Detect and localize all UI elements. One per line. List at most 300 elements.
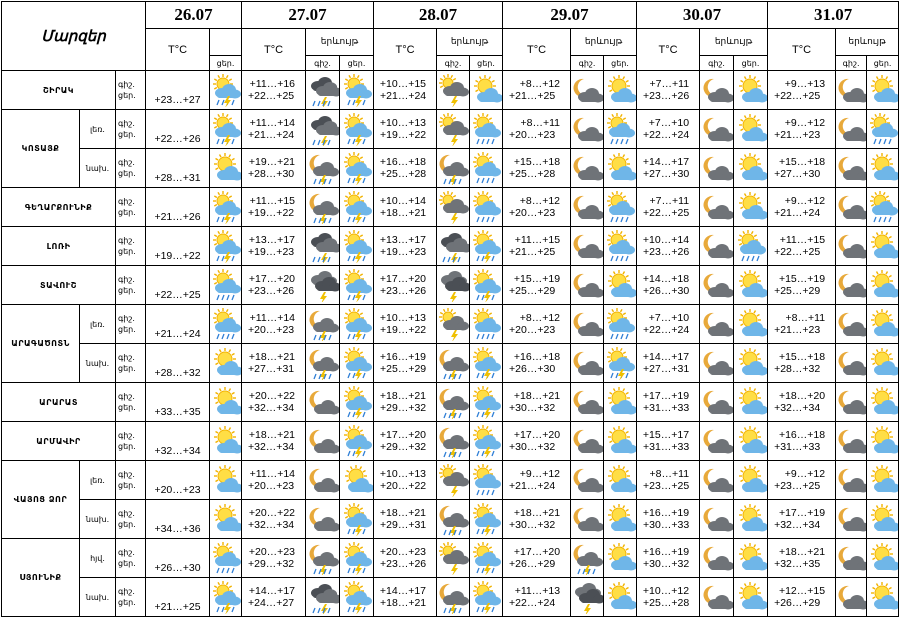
day-temperature: +31…+33 [643,441,690,453]
storm-cloud-icon [306,266,340,305]
temperature-cell [637,383,700,422]
table-row [2,344,899,383]
night-temperature: +18…+21 [379,390,427,402]
temp-header: T°C [374,29,437,71]
table-row [2,266,899,305]
sun-cloud-icon [867,305,899,344]
moon-cloud-icon [836,227,867,266]
day-label: ցեր. [118,442,136,451]
sun-storm-rain-icon [340,344,374,383]
day-temperature: +23…+25 [643,480,690,492]
subregion-label: հյվ. [80,539,116,578]
moon-cloud-icon [836,461,867,500]
moon-cloud-icon [700,149,734,188]
sun-cloud-icon [734,266,768,305]
day-temperature: +19…+22 [248,207,295,219]
rain-storm-cloud-icon [437,227,470,266]
moon-cloud-icon [700,71,734,110]
forecast-table [1,1,899,617]
temp-header: T°C [503,29,571,71]
region-name: ՏԱՎՈՒՇ [2,266,116,305]
temperature-cell [768,461,836,500]
temperature-cell [503,110,571,149]
sun-cloud-icon [867,266,899,305]
temperature-cell [374,305,437,344]
date-header: 27.07 [242,2,374,29]
moon-storm-cloud-icon [571,539,604,578]
sun-cloud-icon [867,344,899,383]
day-temperature: +30…+32 [509,441,556,453]
temperature-cell: +22…+26 [146,110,210,149]
temperature-cell: +19…+22 [146,227,210,266]
sun-storm-rain-icon [340,227,374,266]
day-temperature: +32…+34 [774,519,821,531]
date-header: 26.07 [146,2,242,29]
sun-rain-icon [470,149,503,188]
temperature-cell [503,71,571,110]
moon-cloud-icon [306,500,340,539]
night-label: գիշ. [118,587,135,596]
date-header: 30.07 [637,2,768,29]
night-temperature: +19…+21 [248,156,295,168]
subregion-label: նախ. [80,578,116,617]
night-temperature: +8…+11 [520,117,561,129]
regions-header: Մարզեր [2,2,146,71]
night-temperature: +18…+21 [778,546,826,558]
temperature-cell [503,461,571,500]
sun-storm-rain-icon [340,422,374,461]
temperature-cell [503,383,571,422]
moon-cloud-icon [700,578,734,617]
sun-cloud-icon [604,578,637,617]
moon-cloud-icon [571,227,604,266]
night-temperature: +18…+21 [248,429,295,441]
sun-cloud-icon [604,266,637,305]
night-temperature: +11…+16 [249,78,295,90]
rain-storm-cloud-icon [306,71,340,110]
day-temperature: +31…+33 [643,402,690,414]
moon-cloud-icon [700,188,734,227]
night-temperature: +16…+19 [642,507,690,519]
sun-cloud-icon [210,461,242,500]
night-label: գիշ. [118,548,135,557]
temp-header: T°C [637,29,700,71]
region-name: ՇԻՐԱԿ [2,71,116,110]
night-temperature: +13…+17 [379,234,427,246]
sun-cloud-icon [734,422,768,461]
sun-cloud-icon [734,305,768,344]
temperature-cell [768,110,836,149]
night-temperature: +9…+12 [519,468,561,480]
sun-cloud-icon [867,422,899,461]
night-temperature: +9…+12 [784,468,826,480]
night-label: գիշ. [118,197,135,206]
moon-cloud-icon [836,539,867,578]
empty-header-cell [210,29,242,56]
sun-storm-rain-icon [210,110,242,149]
subregion-label: նախ. [80,500,116,539]
night-temperature: +17…+20 [379,429,427,441]
sun-cloud-icon [604,149,637,188]
temperature-cell [374,500,437,539]
region-name: ՍՅՈՒՆԻՔ [2,539,80,617]
night-temperature: +9…+12 [784,117,826,129]
sun-storm-rain-icon [340,188,374,227]
sun-cloud-icon [604,500,637,539]
moon-cloud-icon [836,149,867,188]
temperature-cell [374,71,437,110]
night-temperature: +18…+20 [778,390,826,402]
day-temperature: +28…+30 [248,168,295,180]
sun-rain-icon [734,227,768,266]
day-label: ցեր. [118,91,136,100]
sun-cloud-icon [734,578,768,617]
day-temperature: +26…+29 [509,558,556,570]
moon-storm-cloud-icon [306,305,340,344]
temperature-cell [768,227,836,266]
rain-storm-cloud-icon [306,578,340,617]
night-temperature: +15…+18 [513,156,561,168]
sun-cloud-icon [867,500,899,539]
temperature-cell [768,344,836,383]
date-header: 31.07 [768,2,899,29]
sun-rain-icon [470,305,503,344]
sun-storm-rain-icon [470,539,503,578]
night-temperature: +15…+19 [513,273,561,285]
night-temperature: +16…+19 [642,546,690,558]
temperature-cell: +34…+36 [146,500,210,539]
sun-storm-rain-icon [470,500,503,539]
moon-cloud-icon [700,227,734,266]
night-temperature: +15…+18 [778,156,826,168]
sun-rain-icon [210,266,242,305]
temperature-cell: +28…+31 [146,149,210,188]
temperature-cell [503,539,571,578]
temperature-cell [503,188,571,227]
sun-storm-cloud-icon [437,71,470,110]
day-temperature: +32…+34 [248,519,295,531]
night-temperature: +18…+21 [379,507,427,519]
temperature-cell [637,71,700,110]
night-temperature: +16…+18 [778,429,826,441]
sun-storm-rain-icon [210,578,242,617]
night-temperature: +7…+11 [649,195,690,207]
temperature-cell [374,266,437,305]
night-label: գիշ. [118,236,135,245]
day-temperature: +22…+24 [643,324,690,336]
moon-storm-cloud-icon [437,578,470,617]
moon-cloud-icon [306,461,340,500]
table-row [2,539,899,578]
day-label: ցեր. [118,169,136,178]
rain-storm-cloud-icon [306,110,340,149]
day-temperature: +22…+25 [774,90,821,102]
sun-storm-rain-icon [340,149,374,188]
day-temperature: +21…+23 [774,324,821,336]
night-temperature: +20…+22 [248,507,295,519]
temperature-cell: +32…+34 [146,422,210,461]
moon-cloud-icon [306,383,340,422]
sun-cloud-icon [210,422,242,461]
day-temperature: +25…+28 [509,168,556,180]
table-row [2,149,899,188]
temperature-cell [637,461,700,500]
day-temperature: +25…+29 [509,285,556,297]
sun-cloud-icon [867,227,899,266]
day-temperature: +31…+33 [774,441,821,453]
region-name: ԿՈՏԱՅՔ [2,110,80,188]
day-temperature: +29…+31 [380,519,427,531]
day-temperature: +32…+34 [248,441,295,453]
temperature-cell: +21…+25 [146,578,210,617]
night-temperature: +18…+21 [513,507,561,519]
night-label: գիշ. [700,56,734,71]
moon-storm-cloud-icon [306,188,340,227]
moon-cloud-icon [836,305,867,344]
day-label: ցեր. [118,130,136,139]
day-temperature: +21…+24 [248,129,295,141]
moon-cloud-icon [700,539,734,578]
weather-header: երևույթ [571,29,637,56]
night-temperature: +17…+20 [379,273,427,285]
temperature-cell [242,71,306,110]
moon-cloud-icon [700,422,734,461]
temperature-cell [242,266,306,305]
sun-cloud-icon [604,461,637,500]
temperature-cell [374,578,437,617]
region-name: ՎԱՅՈՑ ՁՈՐ [2,461,80,539]
day-night-labels [116,461,146,500]
moon-cloud-icon [700,461,734,500]
night-temperature: +7…+11 [649,78,690,90]
temperature-cell [242,305,306,344]
weather-header: երևույթ [700,29,768,56]
moon-storm-cloud-icon [437,383,470,422]
night-temperature: +16…+18 [513,351,561,363]
night-temperature: +16…+19 [379,351,427,363]
night-temperature: +14…+17 [642,156,690,168]
night-temperature: +14…+17 [379,585,427,597]
day-temperature: +30…+33 [643,519,690,531]
day-temperature: +27…+31 [248,363,295,375]
moon-cloud-icon [836,71,867,110]
sun-storm-rain-icon [604,344,637,383]
night-temperature: +16…+18 [379,156,427,168]
temperature-cell [242,110,306,149]
temperature-cell [374,461,437,500]
day-label: ցեր. [118,364,136,373]
day-label: ցեր. [118,208,136,217]
temperature-cell: +33…+35 [146,383,210,422]
moon-cloud-icon [836,266,867,305]
night-label: գիշ. [118,158,135,167]
night-temperature: +15…+17 [642,429,690,441]
sun-storm-rain-icon [210,227,242,266]
night-temperature: +11…+14 [249,117,295,129]
table-row [2,461,899,500]
day-label: ցեր. [867,56,899,71]
day-temperature: +23…+26 [643,246,690,258]
temperature-cell [637,266,700,305]
temperature-cell [242,578,306,617]
sun-storm-rain-icon [340,383,374,422]
day-temperature: +21…+24 [509,480,556,492]
night-temperature: +20…+22 [248,390,295,402]
day-temperature: +20…+23 [509,207,556,219]
temperature-cell [374,188,437,227]
day-night-labels [116,227,146,266]
sun-storm-rain-icon [340,578,374,617]
sun-rain-icon [470,188,503,227]
sun-cloud-icon [470,71,503,110]
temp-header: T°C [242,29,306,71]
temperature-cell [374,383,437,422]
moon-storm-cloud-icon [306,539,340,578]
sun-rain-icon [604,110,637,149]
temperature-cell [503,227,571,266]
day-temperature: +22…+25 [643,207,690,219]
subregion-label: նախ. [80,149,116,188]
sun-storm-rain-icon [470,422,503,461]
day-label: ցեր. [118,325,136,334]
day-temperature: +21…+25 [509,246,556,258]
temperature-cell [768,305,836,344]
night-temperature: +17…+19 [778,507,826,519]
day-temperature: +32…+34 [774,402,821,414]
temperature-cell [242,344,306,383]
region-name: ԱՐԱՐԱՏ [2,383,116,422]
day-label: ցեր. [118,520,136,529]
day-temperature: +20…+23 [248,324,295,336]
night-label: գիշ. [118,275,135,284]
sun-storm-cloud-icon [437,305,470,344]
night-temperature: +11…+13 [514,585,561,597]
night-temperature: +13…+17 [248,234,295,246]
temp-header: T°C [146,29,210,71]
night-temperature: +17…+20 [513,429,561,441]
moon-cloud-icon [571,110,604,149]
moon-cloud-icon [836,344,867,383]
table-row [2,305,899,344]
moon-cloud-icon [571,500,604,539]
sun-storm-rain-icon [470,578,503,617]
temperature-cell [374,227,437,266]
sun-rain-icon [867,188,899,227]
temperature-cell [637,110,700,149]
day-temperature: +21…+24 [380,90,427,102]
night-temperature: +10…+12 [642,585,690,597]
moon-cloud-icon [571,266,604,305]
sun-cloud-icon [734,500,768,539]
region-name: ԼՈՌԻ [2,227,116,266]
moon-cloud-icon [700,305,734,344]
moon-storm-cloud-icon [437,422,470,461]
table-row [2,110,899,149]
storm-cloud-icon [437,266,470,305]
night-label: գիշ. [118,509,135,518]
temperature-cell [242,461,306,500]
day-temperature: +30…+32 [509,519,556,531]
moon-cloud-icon [571,383,604,422]
sun-storm-rain-icon [340,266,374,305]
night-label: գիշ. [836,56,867,71]
date-header: 28.07 [374,2,503,29]
night-temperature: +14…+17 [248,585,295,597]
night-temperature: +20…+23 [248,546,295,558]
moon-storm-cloud-icon [306,149,340,188]
temperature-cell [242,539,306,578]
temperature-cell [637,344,700,383]
night-temperature: +10…+14 [642,234,690,246]
day-temperature: +23…+26 [643,90,690,102]
sun-storm-rain-icon [470,344,503,383]
night-label: գիշ. [437,56,470,71]
sun-storm-rain-icon [340,500,374,539]
sun-cloud-icon [210,344,242,383]
sun-storm-rain-icon [340,305,374,344]
temperature-cell [768,71,836,110]
night-label: գիշ. [571,56,604,71]
day-temperature: +19…+23 [248,246,295,258]
sun-rain-icon [210,539,242,578]
sun-cloud-icon [867,71,899,110]
sun-storm-cloud-icon [437,539,470,578]
temperature-cell [503,149,571,188]
night-label: գիշ. [118,314,135,323]
temperature-cell [374,110,437,149]
night-temperature: +8…+12 [519,78,561,90]
sun-cloud-icon [867,539,899,578]
region-name: ԱՐՄԱՎԻՐ [2,422,116,461]
night-label: գիշ. [118,80,135,89]
sun-storm-rain-icon [470,227,503,266]
day-label: ցեր. [604,56,637,71]
night-temperature: +11…+15 [779,234,826,246]
temperature-cell [768,539,836,578]
temperature-cell [242,500,306,539]
day-night-labels [116,305,146,344]
sun-cloud-icon [734,383,768,422]
night-temperature: +7…+10 [648,312,690,324]
day-night-labels [116,578,146,617]
temperature-cell [242,227,306,266]
night-temperature: +8…+12 [519,312,561,324]
region-name: ԱՐԱԳԱԾՈՏՆ [2,305,80,383]
night-temperature: +10…+13 [379,468,427,480]
region-name: ԳԵՂԱՐՔՈՒՆԻՔ [2,188,116,227]
temperature-cell [768,383,836,422]
night-temperature: +17…+20 [513,546,561,558]
temperature-cell [768,578,836,617]
date-header: 29.07 [503,2,637,29]
sun-cloud-icon [210,500,242,539]
moon-cloud-icon [571,305,604,344]
sun-rain-icon [604,227,637,266]
night-temperature: +14…+17 [642,351,690,363]
sun-storm-cloud-icon [437,110,470,149]
sun-cloud-icon [867,149,899,188]
temperature-cell [242,188,306,227]
day-temperature: +29…+32 [380,402,427,414]
sun-rain-icon [470,110,503,149]
day-temperature: +21…+25 [509,90,556,102]
day-temperature: +27…+30 [643,168,690,180]
temperature-cell [768,266,836,305]
temperature-cell [637,500,700,539]
night-temperature: +8…+11 [649,468,690,480]
sun-cloud-icon [604,539,637,578]
sun-cloud-icon [604,383,637,422]
